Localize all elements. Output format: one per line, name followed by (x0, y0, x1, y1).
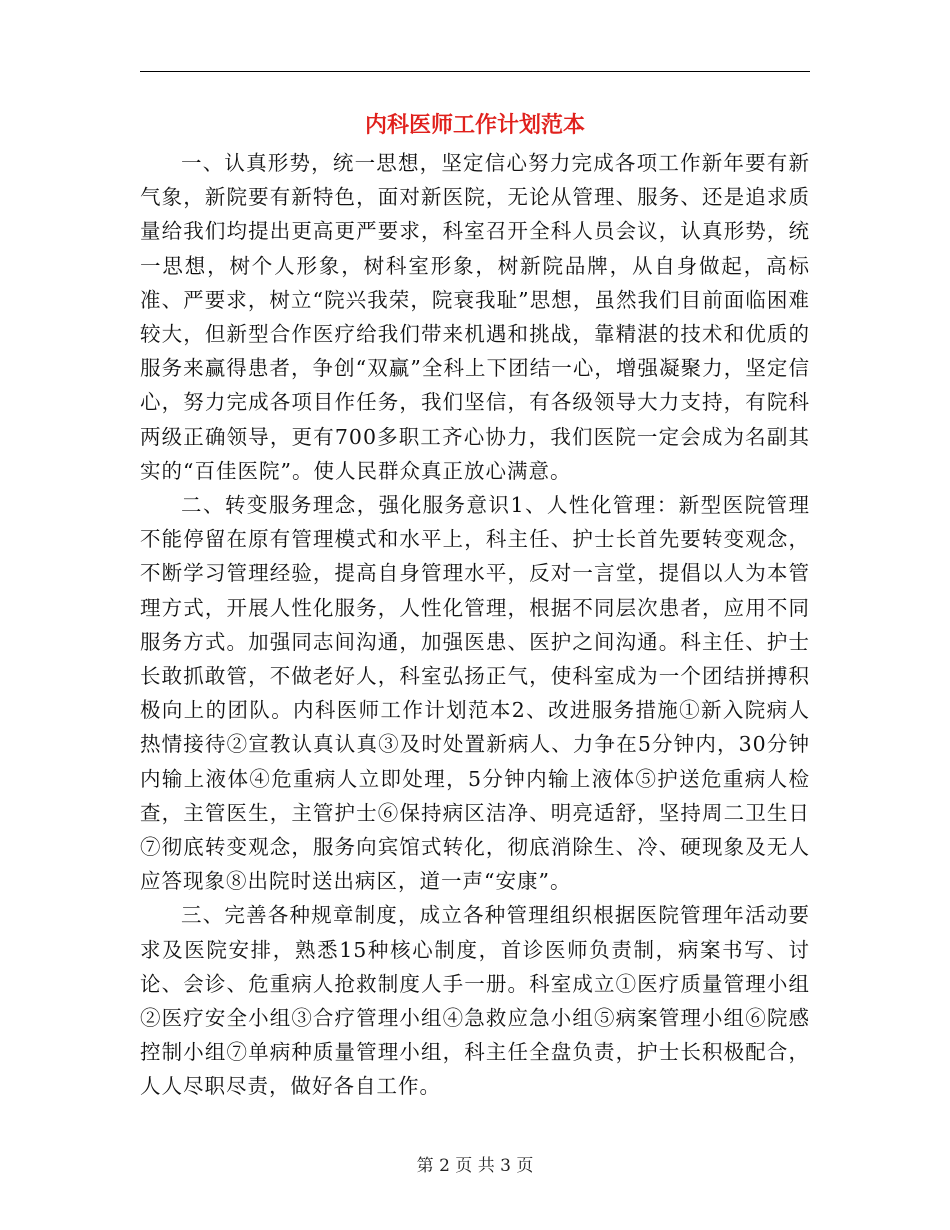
document-title: 内科医师工作计划范本 (364, 112, 585, 138)
paragraph-3: 三、完善各种规章制度，成立各种管理组织根据医院管理年活动要求及医院安排，熟悉15种核心制度，首诊医师负责制，病案书写、讨论、会诊、危重病人抢救制度人手一册。科室成立①医疗质量管理小组②医疗安全小组③合疗管理小组④急救应急小组⑤病案管理小组⑥院感控制小组⑦单病种质量管理小组，科主任全盘负责，护士长积极配合，人人尽职尽责，做好各自工作。 (140, 903, 810, 1099)
page-number: 第 2 页 共 3 页 (416, 1156, 534, 1176)
paragraph-1: 一、认真形势，统一思想，坚定信心努力完成各项工作新年要有新气象，新院要有新特色，面对新医院，无论从管理、服务、还是追求质量给我们均提出更高更严要求，科室召开全科人员会议，认真形势，统一思想，树个人形象，树科室形象，树新院品牌，从自身做起，高标准、严要求，树立“院兴我荣，院衰我耻”思想，虽然我们目前面临困难较大，但新型合作医疗给我们带来机遇和挑战，靠精湛的技术和优质的服务来赢得患者，争创“双赢”全科上下团结一心，增强凝聚力，坚定信心，努力完成各项目作任务，我们坚信，有各级领导大力支持，有院科两级正确领导，更有700多职工齐心协力，我们医院一定会成为名副其实的“百佳医院”。使人民群众真正放心满意。 (140, 151, 810, 483)
paragraph-2: 二、转变服务理念，强化服务意识1、人性化管理：新型医院管理不能停留在原有管理模式和水平上，科主任、护士长首先要转变观念，不断学习管理经验，提高自身管理水平，反对一言堂，提倡以人为本管理方式，开展人性化服务，人性化管理，根据不同层次患者，应用不同服务方式。加强同志间沟通，加强医患、医护之间沟通。科主任、护士长敢抓敢管，不做老好人，科室弘扬正气，使科室成为一个团结拼搏积极向上的团队。内科医师工作计划范本2、改进服务措施①新入院病人热情接待②宣教认真认真③及时处置新病人、力争在5分钟内，30分钟内输上液体④危重病人立即处理，5分钟内输上液体⑤护送危重病人检查，主管医生，主管护士⑥保持病区洁净、明亮适舒，坚持周二卫生日⑦彻底转变观念，服务向宾馆式转化，彻底消除生、冷、硬现象及无人应答现象⑧出院时送出病区，道一声“安康”。 (140, 493, 810, 894)
document-body (140, 146, 810, 1104)
header-rule (140, 71, 810, 72)
